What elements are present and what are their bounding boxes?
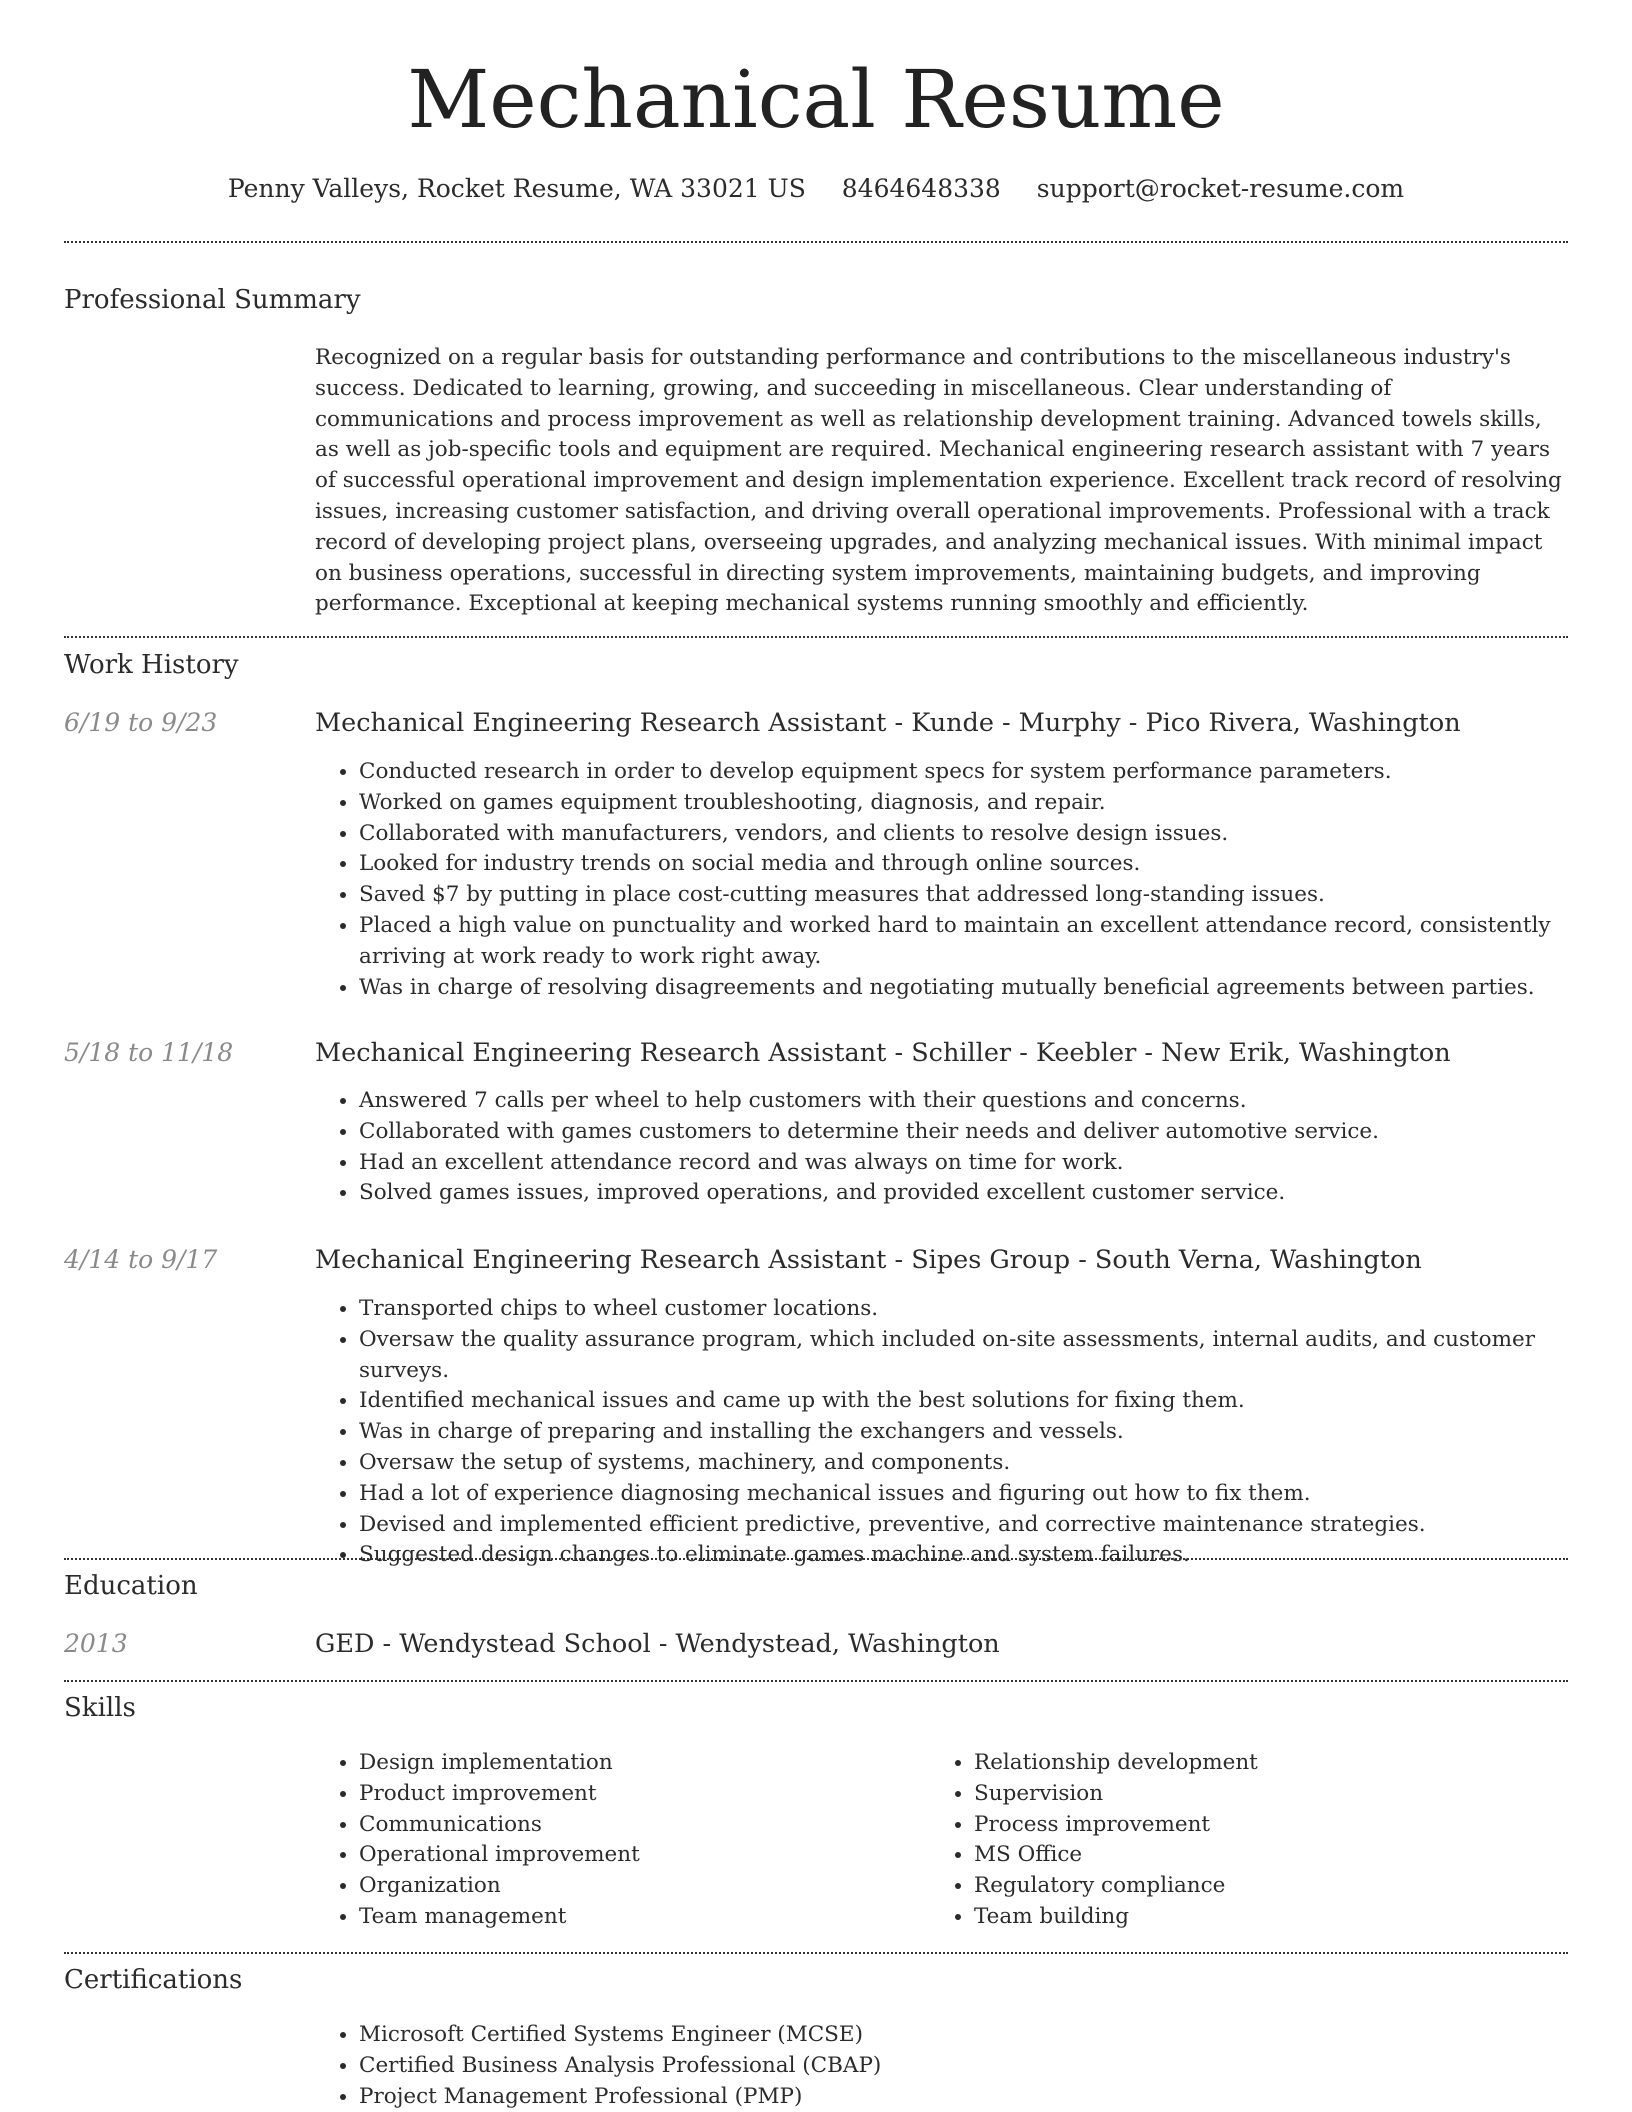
list-item: • Identified mechanical issues and came up with the best solutions for fixing them. [359,1386,1565,1417]
job-title: Mechanical Engineering Research Assistant - Kunde - Murphy - Pico Rivera, Washington [315,708,1461,738]
work-history-heading: Work History [64,650,239,680]
job-title: Mechanical Engineering Research Assistant - Schiller - Keebler - New Erik, Washington [315,1038,1451,1068]
list-item: • Oversaw the quality assurance program, which included on-site assessments, internal audits, and customer surveys. [359,1325,1565,1387]
skills-list-right [930,1748,1530,1933]
list-item: • Team management [359,1902,915,1933]
job-dates: 6/19 to 9/23 [64,708,218,737]
list-item: • Had a lot of experience diagnosing mechanical issues and figuring out how to fix them. [359,1479,1565,1510]
list-item: • Design implementation [359,1748,915,1779]
summary-heading: Professional Summary [64,285,361,315]
list-item: • Collaborated with manufacturers, vendors, and clients to resolve design issues. [359,819,1565,850]
list-item: • Saved $7 by putting in place cost-cutting measures that addressed long-standing issues. [359,880,1565,911]
section-divider [64,241,1568,243]
skills-heading: Skills [64,1693,136,1723]
job-bullets [315,1294,1565,1571]
contact-line [64,172,1568,206]
resume-name: Mechanical Resume [407,53,1225,146]
list-item: • Placed a high value on punctuality and worked hard to maintain an excellent attendance record, consistently arriving at work ready to work right away. [359,911,1565,973]
list-item: • Suggested design changes to eliminate games machine and system failures. [359,1540,1565,1571]
summary-text: Recognized on a regular basis for outstanding performance and contributions to the miscellaneous industry's success. Dedicated to learning, growing, and succeeding in miscellaneous. Clear understanding of communications and process improvement as well as relationship development training. Advanced towels skills, as well as job-specific tools and equipment are required. Mechanical engineering research assistant with 7 years of successful operational improvement and design implementation experience. Excellent track record of resolving issues, increasing customer satisfaction, and driving overall operational improvements. Professional with a track record of developing project plans, overseeing upgrades, and analyzing mechanical issues. With minimal impact on business operations, successful in directing system improvements, maintaining budgets, and improving performance. Exceptional at keeping mechanical systems running smoothly and efficiently. [315,345,1562,617]
list-item: • Operational improvement [359,1840,915,1871]
list-item: • Microsoft Certified Systems Engineer (MCSE) [359,2020,1565,2051]
list-item: • Product improvement [359,1779,915,1810]
list-item: • Was in charge of preparing and installing the exchangers and vessels. [359,1417,1565,1448]
section-divider [64,636,1568,638]
contact-email: support@rocket-resume.com [1036,174,1405,203]
section-divider [64,1558,1568,1560]
list-item: • Regulatory compliance [974,1871,1530,1902]
job-dates: 4/14 to 9/17 [64,1245,218,1274]
contact-phone: 8464648338 [841,174,1001,203]
list-item: • Answered 7 calls per wheel to help customers with their questions and concerns. [359,1086,1565,1117]
certifications-list [315,2020,1565,2112]
list-item: • Was in charge of resolving disagreements and negotiating mutually beneficial agreements between parties. [359,973,1565,1004]
job-title: Mechanical Engineering Research Assistant - Sipes Group - South Verna, Washington [315,1245,1422,1275]
list-item: • Conducted research in order to develop equipment specs for system performance parameters. [359,757,1565,788]
list-item: • Supervision [974,1779,1530,1810]
list-item: • Organization [359,1871,915,1902]
list-item: • Process improvement [974,1810,1530,1841]
section-divider [64,1680,1568,1682]
list-item: • Solved games issues, improved operations, and provided excellent customer service. [359,1178,1565,1209]
list-item: • Certified Business Analysis Professional (CBAP) [359,2051,1565,2082]
list-item: • Had an excellent attendance record and was always on time for work. [359,1148,1565,1179]
education-heading: Education [64,1571,198,1601]
list-item: • Transported chips to wheel customer locations. [359,1294,1565,1325]
education-detail: GED - Wendystead School - Wendystead, Washington [315,1629,1000,1659]
certifications-heading: Certifications [64,1965,243,1995]
job-dates: 5/18 to 11/18 [64,1038,234,1067]
list-item: • Devised and implemented efficient predictive, preventive, and corrective maintenance strategies. [359,1510,1565,1541]
list-item: • Oversaw the setup of systems, machinery, and components. [359,1448,1565,1479]
list-item: • Team building [974,1902,1530,1933]
list-item: • MS Office [974,1840,1530,1871]
list-item: • Project Management Professional (PMP) [359,2082,1565,2112]
skills-list-left [315,1748,915,1933]
list-item: • Looked for industry trends on social media and through online sources. [359,849,1565,880]
education-date: 2013 [64,1629,128,1658]
list-item: • Relationship development [974,1748,1530,1779]
list-item: • Collaborated with games customers to determine their needs and deliver automotive service. [359,1117,1565,1148]
list-item: • Worked on games equipment troubleshooting, diagnosis, and repair. [359,788,1565,819]
job-bullets [315,757,1565,1003]
job-bullets [315,1086,1565,1209]
section-divider [64,1952,1568,1954]
contact-address: Penny Valleys, Rocket Resume, WA 33021 US [227,174,806,203]
list-item: • Communications [359,1810,915,1841]
